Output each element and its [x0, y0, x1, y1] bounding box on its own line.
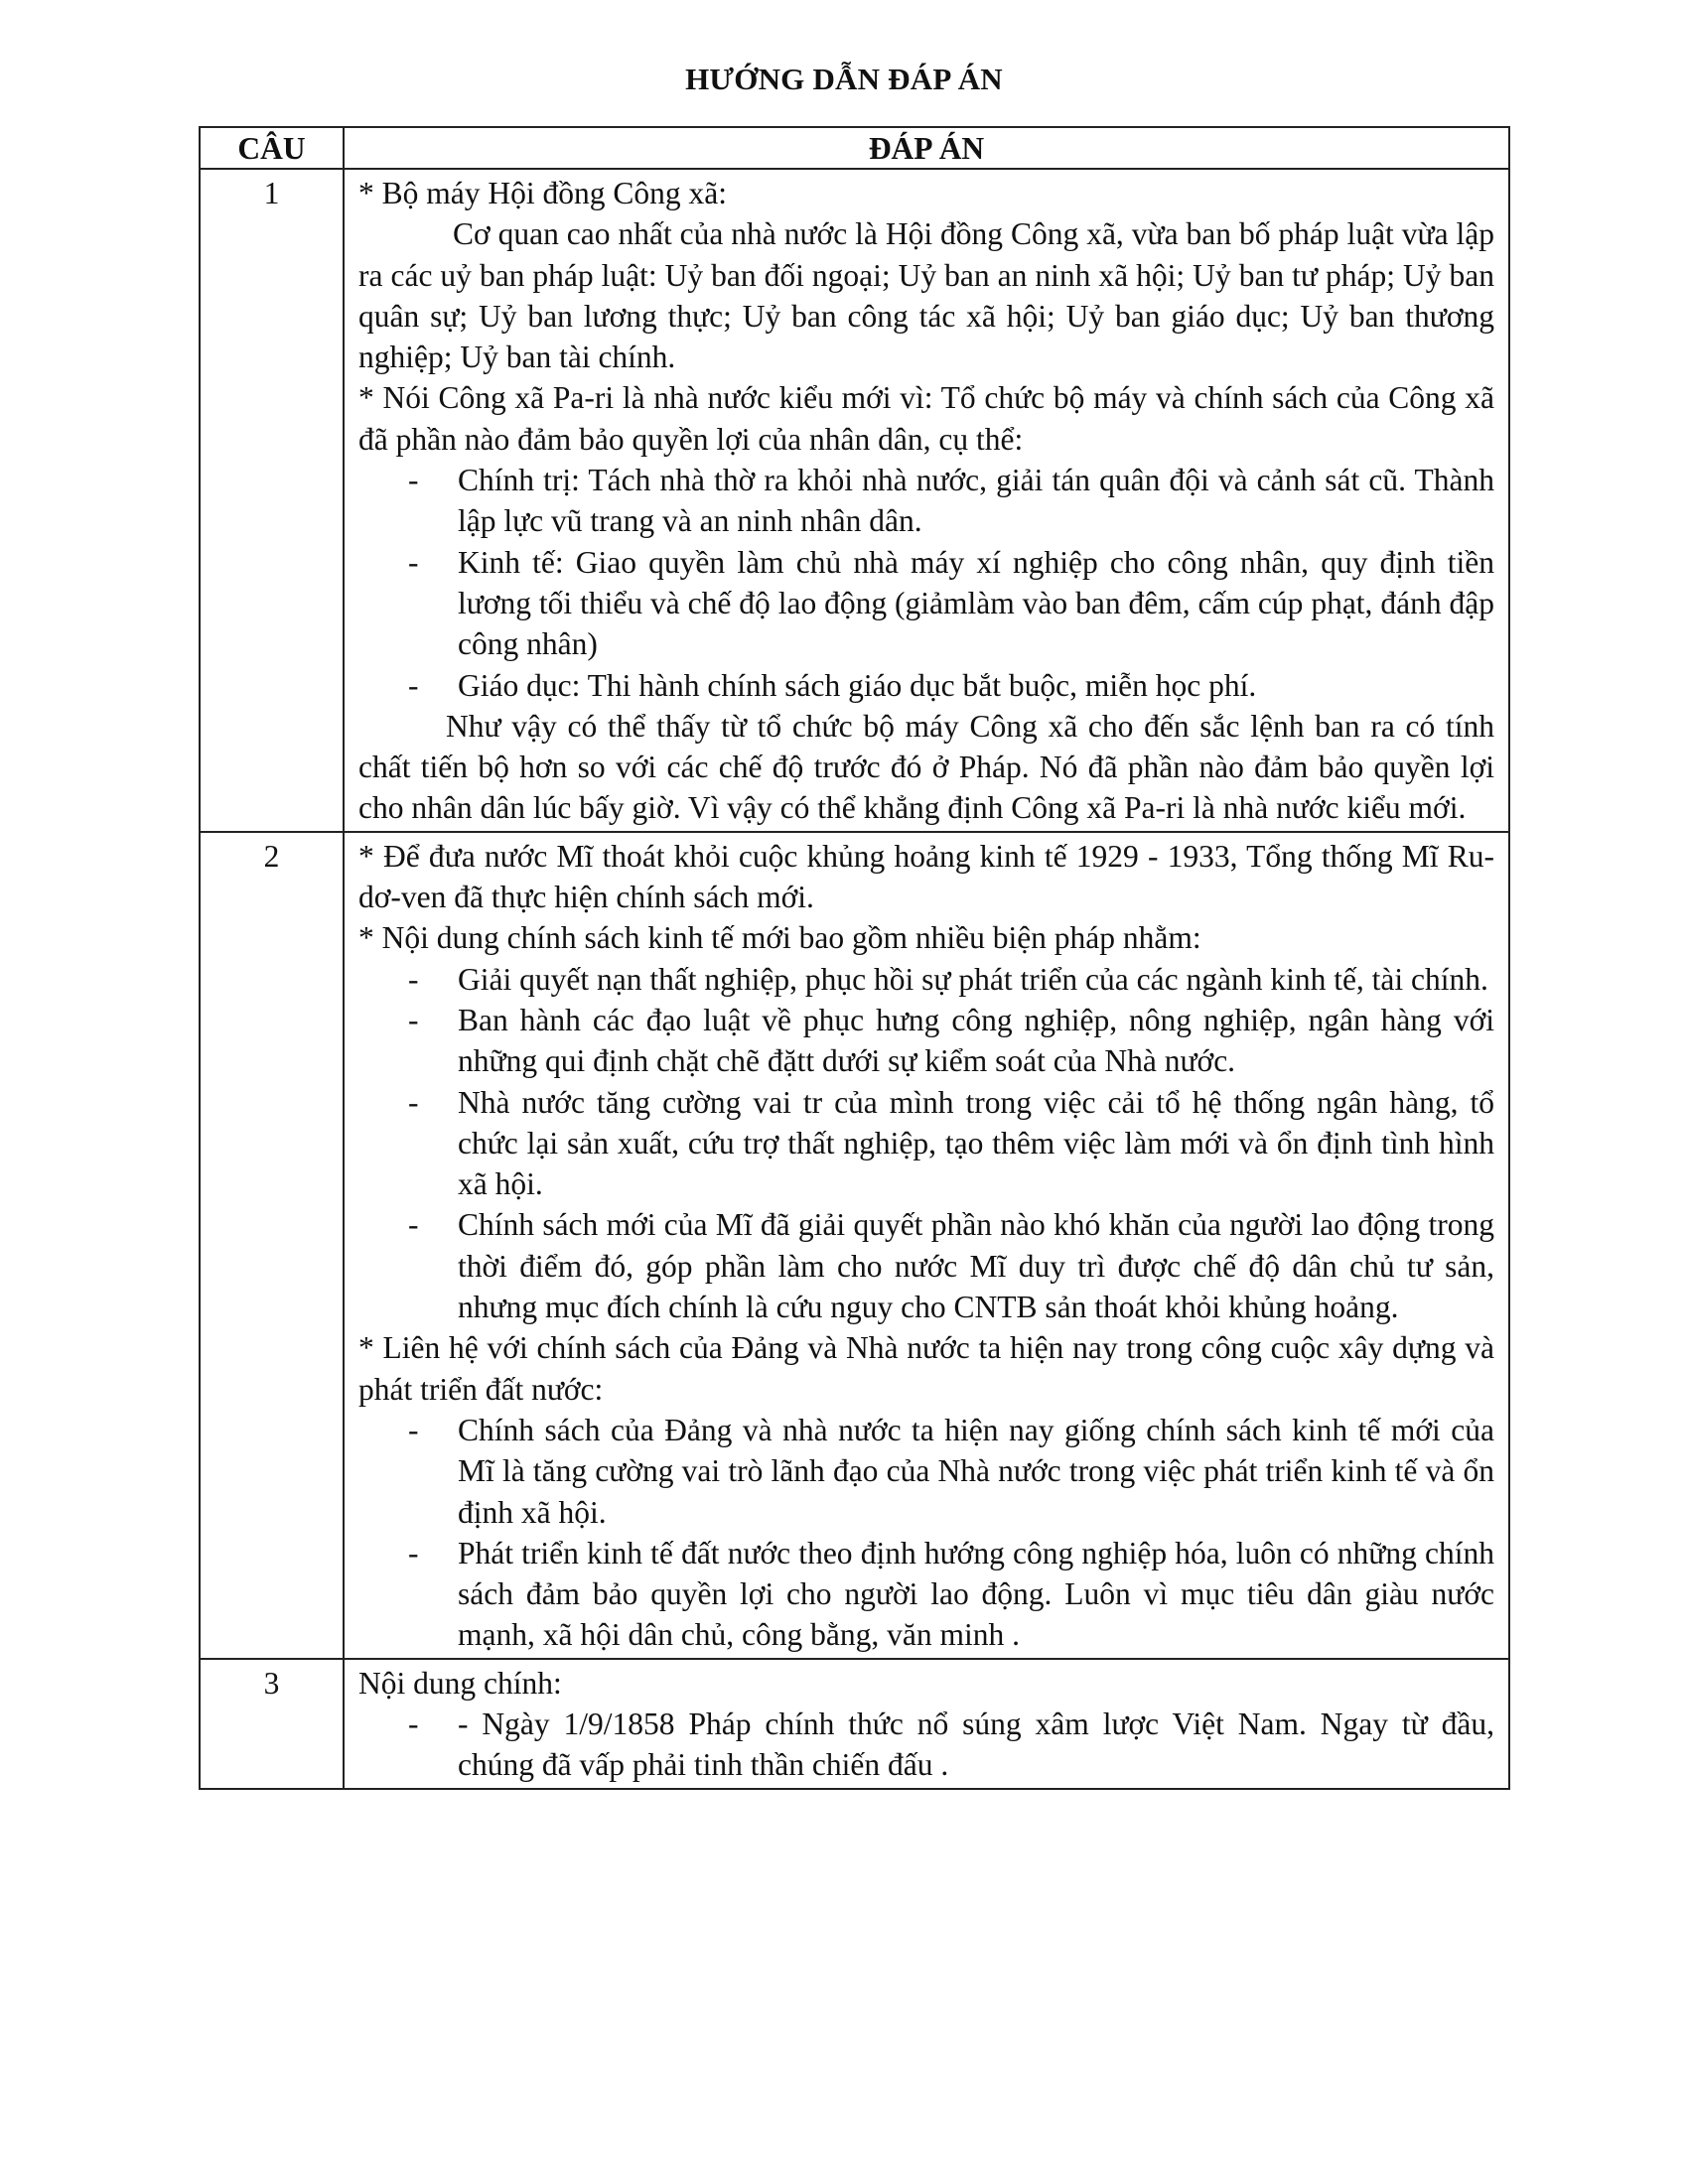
answer-table — [199, 126, 1510, 1790]
bullet-text: Kinh tế: Giao quyền làm chủ nhà máy xí nghiệp cho công nhân, quy định tiền lương tối thiểu và chế độ lao động (giảmlàm vào ban đêm, cấm cúp phạt, đánh đập công nhân) — [458, 544, 1494, 662]
bullet-item — [358, 1533, 1494, 1656]
question-number: 1 — [200, 169, 344, 832]
bullet-item — [358, 1000, 1494, 1082]
page-title: HƯỚNG DẪN ĐÁP ÁN — [685, 62, 1003, 96]
bullet-text: - Ngày 1/9/1858 Pháp chính thức nổ súng xâm lược Việt Nam. Ngay từ đầu, chúng đã vấp phải tinh thần chiến đấu . — [458, 1706, 1494, 1783]
answer-heading-line: * Nội dung chính sách kinh tế mới bao gồm nhiều biện pháp nhằm: — [358, 920, 1201, 956]
answer-heading-line: * Để đưa nước Mĩ thoát khỏi cuộc khủng hoảng kinh tế 1929 - 1933, Tổng thống Mĩ Ru-dơ-ven đã thực hiện chính sách mới. — [358, 838, 1494, 915]
bullet-dash: - — [408, 667, 419, 703]
bullet-text: Chính trị: Tách nhà thờ ra khỏi nhà nước, giải tán quân đội và cảnh sát cũ. Thành lập lực vũ trang và an ninh nhân dân. — [458, 463, 1494, 539]
bullet-text: Nhà nước tăng cường vai tr của mình trong việc cải tổ hệ thống ngân hàng, tổ chức lại sản xuất, cứu trợ thất nghiệp, tạo thêm việc làm mới và ổn định tình hình xã hội. — [458, 1084, 1494, 1202]
bullet-dash: - — [408, 1706, 419, 1741]
answer-heading-line: * Liên hệ với chính sách của Đảng và Nhà nước ta hiện nay trong công cuộc xây dựng và phát triển đất nước: — [358, 1330, 1494, 1407]
bullet-item — [358, 959, 1494, 1000]
answer-cell — [344, 832, 1509, 1659]
bullet-item — [358, 665, 1494, 706]
answer-heading-line: * Bộ máy Hội đồng Công xã: — [358, 176, 727, 210]
bullet-item — [358, 1410, 1494, 1533]
question-number: 2 — [200, 832, 344, 1659]
table-body — [200, 169, 1509, 1789]
column-header-question: CÂU — [200, 127, 344, 169]
bullet-item — [358, 1704, 1494, 1786]
answer-paragraph: Như vậy có thể thấy từ tổ chức bộ máy Công xã cho đến sắc lệnh ban ra có tính chất tiến bộ hơn so với các chế độ trước đó ở Pháp. Nó đã phần nào đảm bảo quyền lợi cho nhân dân lúc bấy giờ. Vì vậy có thể khẳng định Công xã Pa-ri là nhà nước kiểu mới. — [358, 708, 1494, 826]
table-row — [200, 169, 1509, 832]
bullet-dash: - — [408, 1084, 419, 1120]
answer-paragraph: Cơ quan cao nhất của nhà nước là Hội đồng Công xã, vừa ban bố pháp luật vừa lập ra các uỷ ban pháp luật: Uỷ ban đối ngoại; Uỷ ban an ninh xã hội; Uỷ ban tư pháp; Uỷ ban quân sự; Uỷ ban lương thực; Uỷ ban công tác xã hội; Uỷ ban giáo dục; Uỷ ban thương nghiệp; Uỷ ban tài chính. — [358, 216, 1494, 375]
bullet-dash: - — [408, 1002, 419, 1037]
bullet-dash: - — [408, 1207, 419, 1243]
bullet-item — [358, 1082, 1494, 1205]
bullet-dash: - — [408, 961, 419, 997]
table-row — [200, 832, 1509, 1659]
answer-cell — [344, 169, 1509, 832]
bullet-text: Giáo dục: Thi hành chính sách giáo dục bắt buộc, miễn học phí. — [458, 667, 1257, 703]
bullet-dash: - — [408, 544, 419, 580]
bullet-item — [358, 1204, 1494, 1327]
bullet-dash: - — [408, 1412, 419, 1447]
bullet-item — [358, 542, 1494, 665]
answer-heading-line: Nội dung chính: — [358, 1665, 562, 1701]
question-number: 3 — [200, 1659, 344, 1789]
bullet-item — [358, 460, 1494, 542]
bullet-text: Phát triển kinh tế đất nước theo định hướng công nghiệp hóa, luôn có những chính sách đảm bảo quyền lợi cho người lao động. Luôn vì mục tiêu dân giàu nước mạnh, xã hội dân chủ, công bằng, văn minh . — [458, 1535, 1494, 1653]
column-header-answer: ĐÁP ÁN — [344, 127, 1509, 169]
bullet-text: Chính sách mới của Mĩ đã giải quyết phần nào khó khăn của người lao động trong thời điểm đó, góp phần làm cho nước Mĩ duy trì được chế độ dân chủ tư sản, nhưng mục đích chính là cứu nguy cho CNTB sản thoát khỏi khủng hoảng. — [458, 1207, 1494, 1325]
bullet-text: Giải quyết nạn thất nghiệp, phục hồi sự phát triển của các ngành kinh tế, tài chính. — [458, 961, 1488, 997]
answer-heading-line: * Nói Công xã Pa-ri là nhà nước kiểu mới vì: Tổ chức bộ máy và chính sách của Công xã đã phần nào đảm bảo quyền lợi của nhân dân, cụ thể: — [358, 380, 1494, 457]
bullet-dash: - — [408, 1535, 419, 1570]
answer-cell — [344, 1659, 1509, 1789]
table-header-row — [200, 127, 1509, 169]
bullet-text: Ban hành các đạo luật về phục hưng công nghiệp, nông nghiệp, ngân hàng với những qui định chặt chẽ đặtt dưới sự kiểm soát của Nhà nước. — [458, 1002, 1494, 1079]
bullet-dash: - — [408, 463, 419, 498]
bullet-text: Chính sách của Đảng và nhà nước ta hiện nay giống chính sách kinh tế mới của Mĩ là tăng cường vai trò lãnh đạo của Nhà nước trong việc phát triển kinh tế và ổn định xã hội. — [458, 1412, 1494, 1530]
table-row — [200, 1659, 1509, 1789]
